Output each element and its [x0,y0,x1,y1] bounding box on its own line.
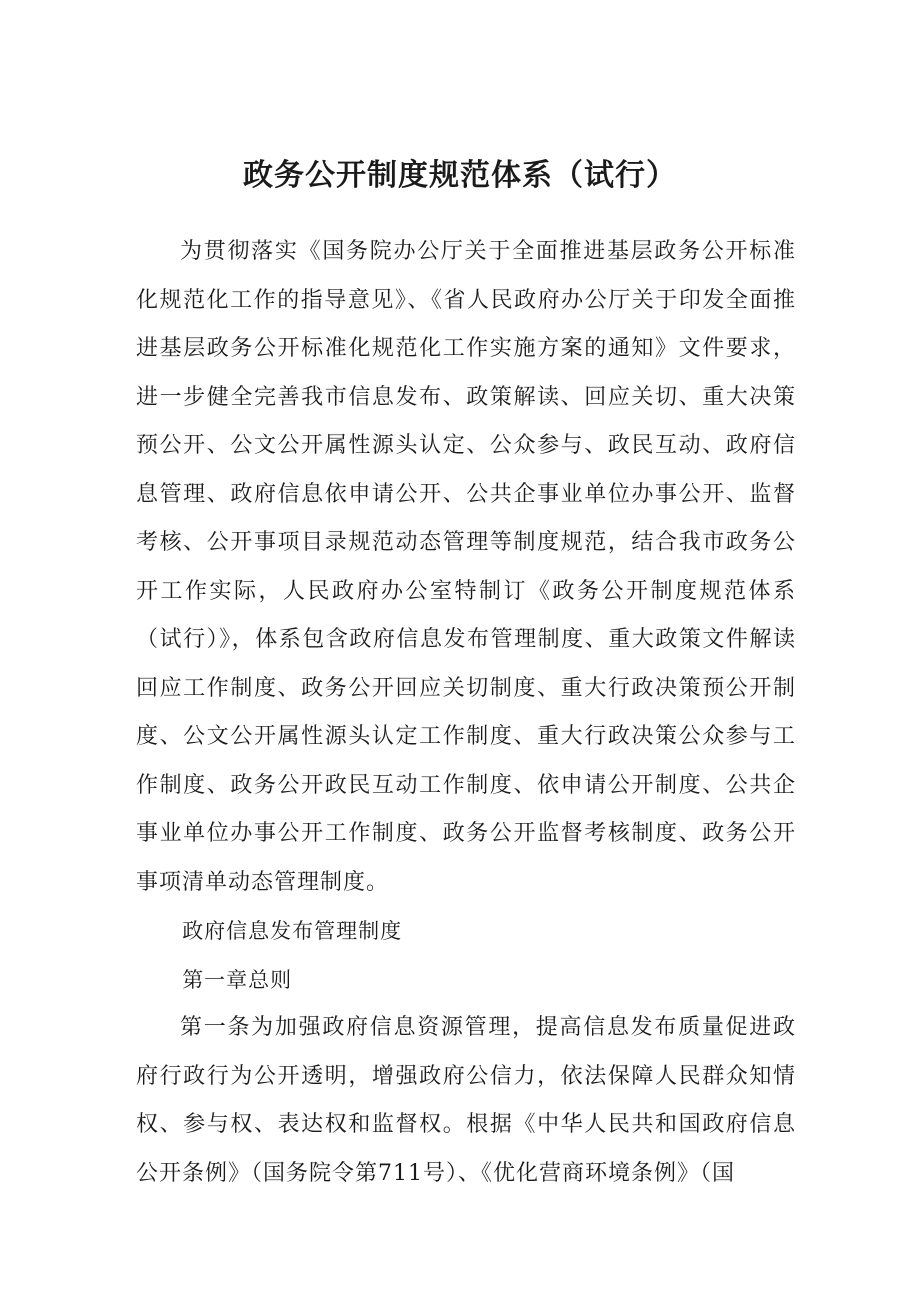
document-title: 政务公开制度规范体系（试行） [243,158,677,193]
intro-paragraph: 为贯彻落实《国务院办公厅关于全面推进基层政务公开标准化规范化工作的指导意见》、《省人民政府办公厅关于印发全面推进基层政务公开标准化规范化工作实施方案的通知》文件要求，进一步健全完善我市信息发布、政策解读、回应关切、重大决策预公开、公文公开属性源头认定、公众参与、政民互动、政府信息管理、政府信息依申请公开、公共企事业单位办事公开、监督考核、公开事项目录规范动态管理等制度规范，结合我市政务公开工作实际，人民政府办公室特制订《政务公开制度规范体系（试行）》，体系包含政府信息发布管理制度、重大政策文件解读回应工作制度、政务公开回应关切制度、重大行政决策预公开制度、公文公开属性源头认定工作制度、重大行政决策公众参与工作制度、政务公开政民互动工作制度、依申请公开制度、公共企事业单位办事公开工作制度、政务公开监督考核制度、政务公开事项清单动态管理制度。 [136,239,796,895]
section-title: 政府信息发布管理制度 [182,919,403,943]
article-paragraph: 第一条为加强政府信息资源管理，提高信息发布质量促进政府行政行为公开透明，增强政府公信力，依法保障人民群众知情权、参与权、表达权和监督权。根据《中华人民共和国政府信息公开条例》（国务院令第711号）、《优化营商环境条例》（国 [136,1015,796,1186]
document-body [136,228,796,1198]
chapter-title: 第一章总则 [182,967,293,992]
